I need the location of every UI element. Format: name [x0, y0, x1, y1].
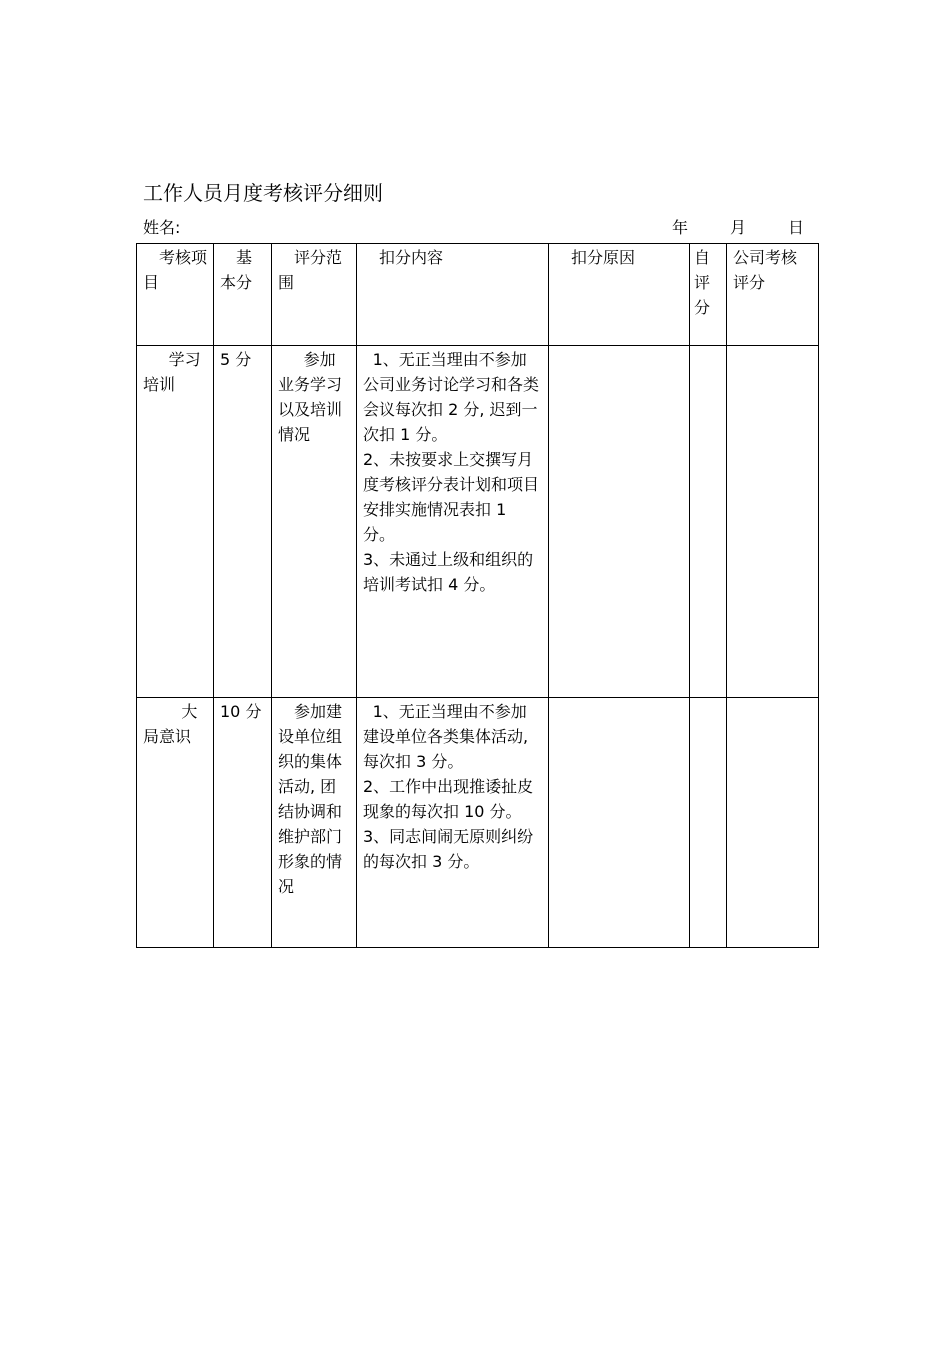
row-scope: 参加建设单位组织的集体活动, 团结协调和维护部门形象的情况 [272, 698, 357, 948]
header-deduction-reason: 扣分原因 [549, 244, 690, 346]
deduction-line: 2、工作中出现推诿扯皮现象的每次扣 10 分。 3、同志间闹无原则纠纷的每次扣 3 分。 [363, 777, 534, 871]
document-title: 工作人员月度考核评分细则 [143, 181, 383, 205]
header-scope: 评分范围 [272, 244, 357, 346]
row-scope: 参加业务学习以及培训情况 [272, 346, 357, 698]
row-deduction-reason [549, 698, 690, 948]
header-item: 考核项目 [137, 244, 214, 346]
row-company-score [727, 346, 819, 698]
date-year-label: 年 [672, 218, 689, 237]
header-self-score: 自评分 [690, 244, 727, 346]
header-company-score: 公司考核评分 [727, 244, 819, 346]
row-deduction-reason [549, 346, 690, 698]
deduction-line: 1、无正当理由不参加建设单位各类集体活动, 每次扣 3 分。 [363, 702, 529, 771]
row-self-score [690, 346, 727, 698]
date-day-label: 日 [788, 218, 805, 237]
row-self-score [690, 698, 727, 948]
header-deduction-content: 扣分内容 [357, 244, 549, 346]
header-base-score: 基本分 [214, 244, 272, 346]
table-header-row [137, 244, 819, 346]
deduction-line: 2、未按要求上交撰写月度考核评分表计划和项目安排实施情况表扣 1 分。 [363, 450, 540, 544]
date-month-label: 月 [730, 218, 747, 237]
deduction-line: 1、无正当理由不参加公司业务讨论学习和各类会议每次扣 2 分, 迟到一次扣 1 分。 [363, 350, 540, 444]
row-item: 大局意识 [137, 698, 214, 948]
row-deduction-content [357, 698, 549, 948]
row-item: 学习培训 [137, 346, 214, 698]
row-base-score: 10 分 [214, 698, 272, 948]
row-deduction-content [357, 346, 549, 698]
table-row [137, 698, 819, 948]
assessment-table [136, 243, 819, 948]
row-base-score: 5 分 [214, 346, 272, 698]
table-row [137, 346, 819, 698]
row-company-score [727, 698, 819, 948]
deduction-line: 3、未通过上级和组织的培训考试扣 4 分。 [363, 550, 534, 594]
name-label: 姓名: [143, 218, 181, 237]
